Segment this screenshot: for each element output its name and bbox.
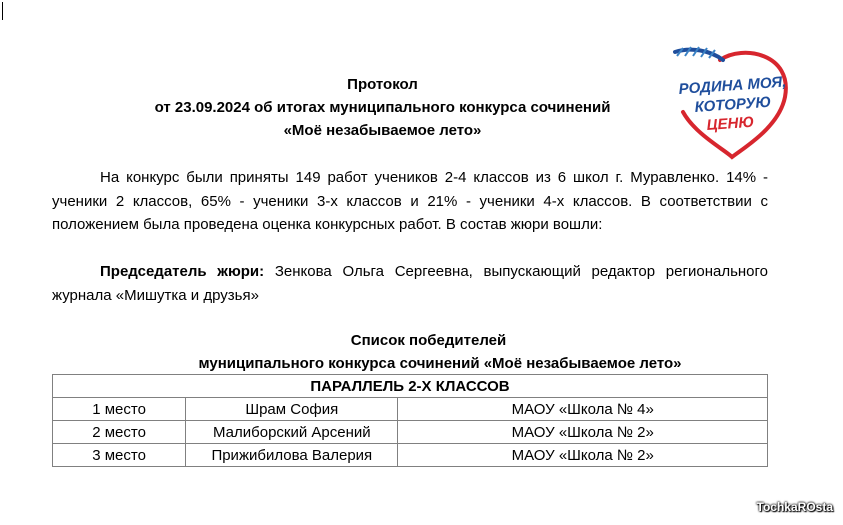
school-cell: МАОУ «Школа № 2» (398, 421, 768, 444)
logo-line1: РОДИНА МОЯ, (678, 73, 787, 98)
chair-label: Председатель жюри: (100, 263, 265, 280)
table-row (53, 444, 768, 467)
heart-outline-blue (675, 50, 723, 60)
rodina-logo (665, 42, 800, 160)
table-row (53, 398, 768, 421)
winners-list-subtitle: муниципального конкурса сочинений «Моё незабываемое лето» (198, 355, 682, 372)
text-cursor (2, 2, 3, 20)
jury-chair-paragraph (52, 260, 768, 307)
doc-subtitle-date: от 23.09.2024 об итогах муниципального конкурса сочинений (154, 99, 611, 116)
place-cell: 2 место (53, 421, 186, 444)
place-cell: 3 место (53, 444, 186, 467)
watermark: TochkaROsta (756, 500, 833, 514)
logo-line2: КОТОРУЮ (694, 93, 772, 116)
place-cell: 1 место (53, 398, 186, 421)
winners-table (52, 374, 768, 467)
chair-text: Зенкова Ольга Сергеевна, выпускающий редактор регионального журнала «Мишутка и друзья» (52, 263, 768, 304)
table-header-row (53, 375, 768, 398)
name-cell: Малиборский Арсений (186, 421, 398, 444)
name-cell: Прижибилова Валерия (186, 444, 398, 467)
parallel-header: ПАРАЛЛЕЛЬ 2-Х КЛАССОВ (53, 375, 768, 398)
intro-paragraph: На конкурс были приняты 149 работ учеников 2-4 классов из 6 школ г. Муравленко. 14% - ученики 2 классов, 65% - ученики 3-х классов и 21% - ученики 4-х классов. В соответствии с положением была проведена оценка конкурсных работ. В состав жюри вошли: (52, 169, 768, 233)
school-cell: МАОУ «Школа № 4» (398, 398, 768, 421)
name-cell: Шрам София (186, 398, 398, 421)
doc-subtitle-contest: «Моё незабываемое лето» (283, 122, 482, 139)
doc-title: Протокол (347, 76, 418, 93)
winners-list-title: Список победителей (350, 332, 507, 349)
table-row (53, 421, 768, 444)
school-cell: МАОУ «Школа № 2» (398, 444, 768, 467)
logo-line3: ЦЕНЮ (706, 113, 755, 134)
